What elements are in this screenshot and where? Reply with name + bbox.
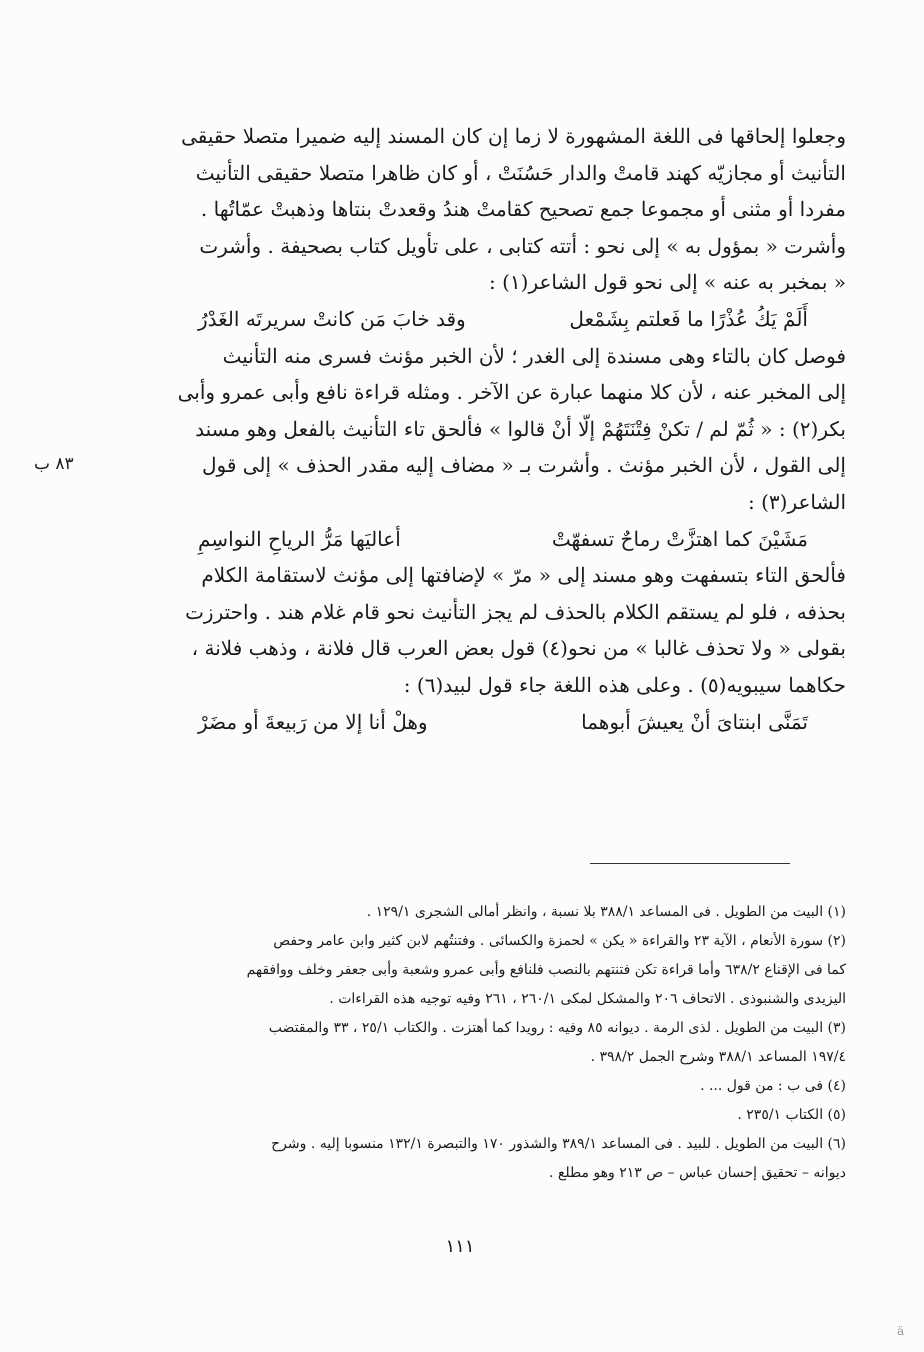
footnotes	[128, 898, 846, 1188]
verse-3	[128, 704, 846, 741]
footnote-line: اليزيدى والشنبوذى . الاتحاف ٢٠٦ والمشكل لمكى ٢٦٠/١ ، ٢٦١ وفيه توجيه هذه القراءات .	[329, 991, 846, 1007]
main-text	[128, 118, 846, 740]
text-line: فوصل كان بالتاء وهى مسندة إلى الغدر ؛ لأن الخبر مؤنث فسرى منه التأنيث	[222, 343, 846, 368]
footnote-line: (٤) فى ب : من قول ... .	[700, 1078, 846, 1094]
footnote-line: (٦) البيت من الطويل . للبيد . فى المساعد ٣٨٩/١ والشذور ١٧٠ والتبصرة ١٣٢/١ منسوبا إليه . وشرح	[271, 1136, 846, 1152]
footnote-line: كما فى الإقناع ٦٣٨/٢ وأما قراءة تكن فتنتهم بالنصب فلنافع وأبى عمرو وشعبة وأبى جعفر وخلف ووافقهم	[246, 962, 846, 978]
page-number: ١١١	[445, 1236, 475, 1257]
text-line: وأشرت « بمؤول به » إلى نحو : أتته كتابى ، على تأويل كتاب بصحيفة . وأشرت	[199, 233, 846, 258]
footnote-line: (١) البيت من الطويل . فى المساعد ٣٨٨/١ بلا نسبة ، وانظر أمالى الشجرى ١٢٩/١ .	[366, 904, 846, 920]
footnote-line: ١٩٧/٤ المساعد ٣٨٨/١ وشرح الجمل ٣٩٨/٢ .	[590, 1049, 846, 1065]
corner-mark: ä	[897, 1324, 905, 1338]
footnote-line: (٥) الكتاب ٢٣٥/١ .	[737, 1107, 846, 1123]
manuscript-folio-marker: ٨٣ ب	[34, 454, 74, 474]
text-line: مفردا أو مثنى أو مجموعا جمع تصحيح كقامتْ هندُ وقعدتْ بنتاها وذهبتْ عمّاتُها .	[200, 197, 846, 222]
footnote-line: (٣) البيت من الطويل . لذى الرمة . ديوانه ٨٥ وفيه : رويدا كما أهتزت . والكتاب ٢٥/١ ، ٣٣ والمقتضب	[268, 1020, 846, 1036]
verse-hemistich-second: وهلْ أنا إلا من رَبيعةَ أو مضَرْ	[198, 709, 428, 734]
text-line: إلى المخبر عنه ، لأن كلا منهما عبارة عن الآخر . ومثله قراءة نافع وأبى عمرو وأبى	[177, 380, 846, 405]
verse-hemistich-first: مَشَيْنَ كما اهتزَّتْ رماحٌ تسفهّتْ	[551, 526, 808, 551]
footnote-line: ديوانه – تحقيق إحسان عباس – ص ٢١٣ وهو مطلع .	[549, 1165, 846, 1181]
text-line: التأنيث أو مجازيّه كهند قامتْ والدار حَسُنَتْ ، أو كان ظاهرا متصلا حقيقى التأنيث	[195, 160, 846, 185]
text-line: بحذفه ، فلو لم يستقم الكلام بالحذف لم يجز التأنيث نحو قام غلام هند . واحترزت	[185, 599, 846, 624]
verse-hemistich-second: أعاليَها مَرُّ الرياحِ النواسِمِ	[198, 526, 401, 551]
text-line: حكاهما سيبويه(٥) . وعلى هذه اللغة جاء قول لبيد(٦) :	[403, 672, 846, 697]
verse-hemistich-second: وقد خابَ مَن كانتْ سريرتَه الغَدْرُ	[198, 306, 466, 331]
text-line: فألحق التاء بتسفهت وهو مسند إلى « مرّ » لإضافتها إلى مؤنث لاستقامة الكلام	[201, 563, 846, 588]
text-line: بكر(٢) : « ثُمّ لم / تكنْ فِتْنَتَهُمْ إلّا أنْ قالوا » فألحق تاء التأنيث بالفعل وهو مسند	[195, 416, 846, 441]
text-line: وجعلوا إلحاقها فى اللغة المشهورة لا زما إن كان المسند إليه ضميرا متصلا حقيقى	[181, 124, 846, 148]
verse-1	[128, 301, 846, 338]
footnote-line: (٢) سورة الأنعام ، الآية ٢٣ والقراءة « يكن » لحمزة والكسائى . وفتنتُهم لابن كثير وابن عامر وحفص	[273, 933, 846, 949]
text-line: « بمخبر به عنه » إلى نحو قول الشاعر(١) :	[489, 270, 846, 295]
footnote-divider	[590, 863, 790, 864]
text-line: الشاعر(٣) :	[747, 489, 846, 514]
verse-hemistich-first: تَمَنَّى ابنتاىَ أنْ يعيشَ أبوهما	[581, 709, 808, 734]
verse-hemistich-first: أَلَمْ يَكُ عُذْرًا ما فَعلتم بِشَمْعل	[569, 306, 808, 331]
text-line: بقولى « ولا تحذف غالبا » من نحو(٤) قول بعض العرب قال فلانة ، وذهب فلانة ،	[191, 636, 846, 661]
text-line: إلى القول ، لأن الخبر مؤنث . وأشرت بـ « مضاف إليه مقدر الحذف » إلى قول	[201, 453, 846, 478]
verse-2	[128, 521, 846, 558]
